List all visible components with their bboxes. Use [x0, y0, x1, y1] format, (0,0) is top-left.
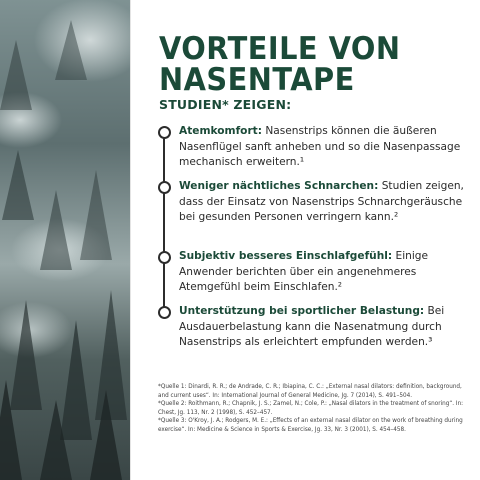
benefit-text: Nasenstrips können die äußeren Nasenflügel sanft anheben und so die Nasenpassage mechanisch erweitern.¹: [179, 125, 461, 169]
tree-shape: [55, 20, 87, 80]
benefit-text: Bei Ausdauerbelastung kann die Nasenatmung durch Nasenstrips als erleichtert empfunden werden.³: [179, 305, 445, 349]
tree-shape: [0, 40, 32, 110]
tree-shape: [40, 400, 72, 480]
tree-shape: [2, 150, 34, 220]
title-line-2: NASENTAPE: [159, 62, 355, 98]
misty-forest-image: [0, 0, 130, 480]
benefit-text: Einige Anwender berichten über ein angenehmeres Atemgefühl beim Einschlafen.²: [179, 250, 429, 294]
image-divider: [130, 0, 131, 480]
source-footnotes: [158, 383, 468, 435]
title-line-1: VORTEILE VON: [159, 31, 401, 67]
tree-shape: [90, 390, 122, 480]
benefit-item: [179, 179, 464, 226]
timeline-dot: [158, 251, 171, 264]
tree-shape: [40, 190, 72, 270]
timeline-dot: [158, 181, 171, 194]
footnote: *Quelle 2: Roithmann, R.; Chapnik, J. S.; Zamel, N.; Cole, P.: „Nasal dilators in the treatment of snoring“. In: Chest, Jg. 113, Nr. 2 (1998), S. 452–457.: [158, 401, 464, 416]
benefit-heading: Unterstützung bei sportlicher Belastung:: [179, 305, 425, 317]
tree-shape: [80, 170, 112, 260]
benefit-text: Studien zeigen, dass der Einsatz von Nasenstrips Schnarchgeräusche bei gesunden Personen verringern kann.²: [179, 180, 464, 224]
benefit-heading: Atemkomfort:: [179, 125, 262, 137]
benefit-heading: Weniger nächtliches Schnarchen:: [179, 180, 379, 192]
subtitle: STUDIEN* ZEIGEN:: [159, 97, 292, 112]
timeline-line: [163, 131, 165, 315]
tree-shape: [0, 380, 22, 480]
page-title: [159, 31, 438, 98]
timeline-dot: [158, 126, 171, 139]
benefit-heading: Subjektiv besseres Einschlafgefühl:: [179, 250, 393, 262]
footnote: *Quelle 1: Dinardi, R. R.; de Andrade, C. R.; Ibiapina, C. C.: „External nasal dilators: definition, background, and current uses“. In: International Journal of General Medicine, Jg. 7 (2014), S. 491–504.: [158, 384, 462, 399]
timeline-dot: [158, 306, 171, 319]
benefit-item: [179, 249, 464, 296]
benefit-item: [179, 304, 464, 351]
benefit-item: [179, 124, 464, 171]
footnote: *Quelle 3: O'Kroy, J. A.; Rodgers, M. E.: „Effects of an external nasal dilator on the work of breathing during exercise“. In: Medicine & Science in Sports & Exercise, Jg. 33, Nr. 3 (2001), S. 454–458.: [158, 418, 463, 433]
